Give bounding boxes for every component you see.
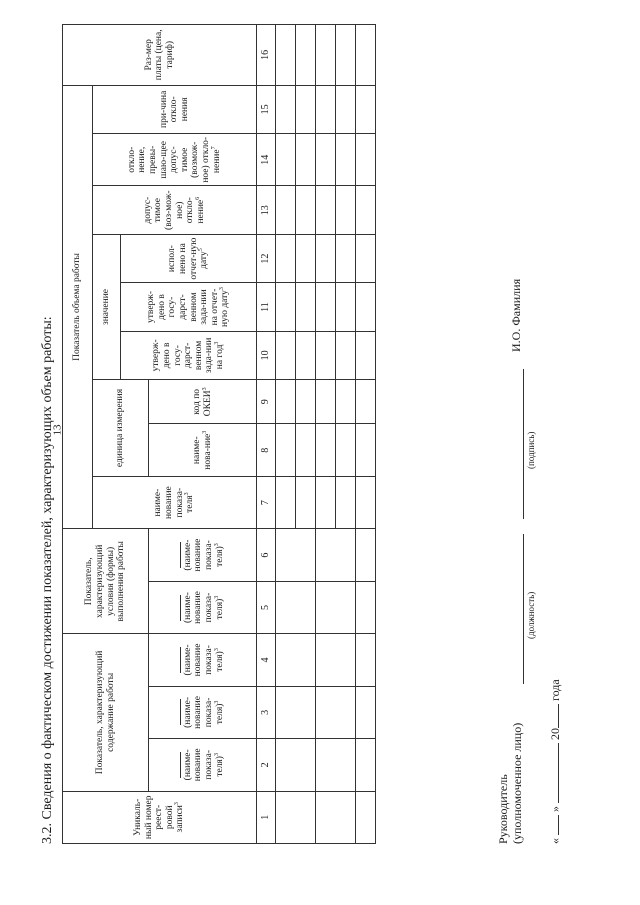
header-unique-number: Уникаль-ный номер реест-ровой записи$^3$: [63, 791, 257, 843]
table-cell: [336, 186, 356, 234]
table-cell: [296, 380, 316, 424]
table-cell: [356, 283, 376, 331]
column-number: 14: [257, 134, 276, 186]
table-cell: [316, 529, 356, 581]
table-cell: [316, 331, 336, 379]
table-cell: [316, 234, 336, 282]
header-okei-code: код по ОКЕИ$^3$: [149, 380, 257, 424]
table-cell: [316, 581, 356, 633]
header-condition-group: Показатель, характеризующий условия (формы) выполнения работы: [63, 529, 149, 634]
table-cell: [316, 476, 336, 528]
date-line: [548, 679, 563, 844]
table-cell: [336, 380, 356, 424]
table-cell: [316, 283, 336, 331]
table-cell: [356, 134, 376, 186]
table-cell: [296, 424, 316, 476]
column-number: 8: [257, 424, 276, 476]
column-number: 9: [257, 380, 276, 424]
position-caption: (должность): [526, 591, 536, 639]
rotated-page-content: [40, 22, 600, 882]
table-cell: [276, 331, 296, 379]
page-number: 13: [51, 424, 64, 436]
table-cell: [316, 686, 356, 738]
table-cell: [276, 791, 316, 843]
position-line: [523, 534, 524, 684]
column-number: 15: [257, 85, 276, 133]
table-cell: [316, 186, 336, 234]
table-cell: [276, 380, 296, 424]
header-condition-indicator-2: (наиме-нование показа-теля)$^3$: [149, 529, 257, 581]
table-cell: [276, 424, 296, 476]
header-unit-name: наиме-нова-ние$^3$: [149, 424, 257, 476]
table-cell: [336, 134, 356, 186]
header-volume-group: Показатель объема работы: [63, 85, 93, 529]
table-cell: [356, 234, 376, 282]
table-cell: [296, 134, 316, 186]
table-cell: [276, 634, 316, 686]
table-cell: [356, 331, 376, 379]
header-content-indicator-3: (наиме-нование показа-теля)$^3$: [149, 634, 257, 686]
table-cell: [296, 331, 316, 379]
header-deviation-reason: при-чина откло-нения: [93, 85, 257, 133]
column-number: 7: [257, 476, 276, 528]
table-cell: [356, 529, 376, 581]
header-indicator-name: наиме-нование показа-теля$^3$: [93, 476, 257, 528]
table-cell: [296, 234, 316, 282]
table-cell: [336, 283, 356, 331]
table-cell: [276, 476, 296, 528]
header-content-group: Показатель, характеризующий содержание работы: [63, 634, 149, 791]
signatory-role-note: (уполномоченное лицо): [510, 722, 524, 844]
section-title: 3.2. Сведения о фактическом достижении показателей, характеризующих объем работы:: [40, 316, 55, 844]
column-number: 6: [257, 529, 276, 581]
table-cell: [316, 134, 336, 186]
header-allowed-deviation: допус-тимое (воз-мож-ное) откло-нение$^6$: [93, 186, 257, 234]
header-content-indicator-2: (наиме-нование показа-теля)$^3$: [149, 686, 257, 738]
date-year-prefix: 20: [548, 728, 562, 740]
table-cell: [316, 85, 336, 133]
table-cell: [316, 380, 336, 424]
table-cell: [356, 424, 376, 476]
column-number: 16: [257, 25, 276, 86]
table-cell: [336, 85, 356, 133]
column-number: 4: [257, 634, 276, 686]
table-row: [316, 25, 336, 844]
table-cell: [356, 581, 376, 633]
table-cell: [336, 331, 356, 379]
table-row: [276, 25, 296, 844]
table-cell: [316, 634, 356, 686]
volume-indicators-table: [62, 24, 376, 844]
column-number: 11: [257, 283, 276, 331]
table-cell: [356, 739, 376, 791]
signature-caption: (подпись): [526, 431, 536, 469]
signatory-role: Руководитель: [496, 774, 510, 844]
table-cell: [276, 134, 296, 186]
table-cell: [296, 25, 316, 86]
header-value-group: значение: [93, 234, 121, 379]
table-cell: [356, 686, 376, 738]
table-cell: [356, 380, 376, 424]
header-content-indicator-1: (наиме-нование показа-теля)$^3$: [149, 739, 257, 791]
table-row: [356, 25, 376, 844]
table-cell: [336, 25, 356, 86]
table-cell: [296, 283, 316, 331]
table-cell: [276, 25, 296, 86]
table-cell: [276, 234, 296, 282]
signature-line: [523, 369, 524, 519]
header-payment: Раз-мер платы (цена, тариф): [63, 25, 257, 86]
table-cell: [356, 476, 376, 528]
table-cell: [356, 25, 376, 86]
signatory-name: И.О. Фамилия: [509, 278, 523, 352]
table-cell: [276, 739, 316, 791]
column-number: 1: [257, 791, 276, 843]
header-executed: испол-нено на отчет-ную дату$^5$: [121, 234, 257, 282]
header-approved-year: утверж-дено в госу-дарст-венном зада-нии на год$^3$: [121, 331, 257, 379]
table-cell: [276, 686, 316, 738]
table-cell: [316, 739, 356, 791]
header-condition-indicator-1: (наиме-нование показа-теля)$^3$: [149, 581, 257, 633]
date-open-quote: «: [548, 838, 562, 844]
table-cell: [276, 85, 296, 133]
header-exceeding-deviation: откло-нение, превы-шаю-щее допус-тимое (возмож-ное) откло-нение$^7$: [93, 134, 257, 186]
table-cell: [296, 186, 316, 234]
column-number: 5: [257, 581, 276, 633]
table-cell: [316, 25, 336, 86]
header-unit-group: единица измерения: [93, 380, 149, 477]
table-cell: [316, 424, 336, 476]
column-number: 2: [257, 739, 276, 791]
table-cell: [276, 529, 316, 581]
table-cell: [276, 581, 316, 633]
column-number-row: [257, 25, 276, 844]
table-cell: [296, 85, 316, 133]
column-number: 13: [257, 186, 276, 234]
table-cell: [276, 283, 296, 331]
column-number: 3: [257, 686, 276, 738]
date-year-suffix: года: [548, 679, 562, 701]
header-approved-date: утверж-дено в госу-дарст-венном зада-нии на отчет-ную дату$^3$: [121, 283, 257, 331]
column-number: 12: [257, 234, 276, 282]
date-close-quote: »: [548, 806, 562, 812]
table-cell: [356, 791, 376, 843]
table-cell: [356, 85, 376, 133]
table-cell: [336, 424, 356, 476]
table-cell: [336, 234, 356, 282]
table-cell: [356, 186, 376, 234]
column-number: 10: [257, 331, 276, 379]
table-cell: [316, 791, 356, 843]
table-cell: [276, 186, 296, 234]
table-cell: [356, 634, 376, 686]
table-cell: [296, 476, 316, 528]
table-cell: [336, 476, 356, 528]
